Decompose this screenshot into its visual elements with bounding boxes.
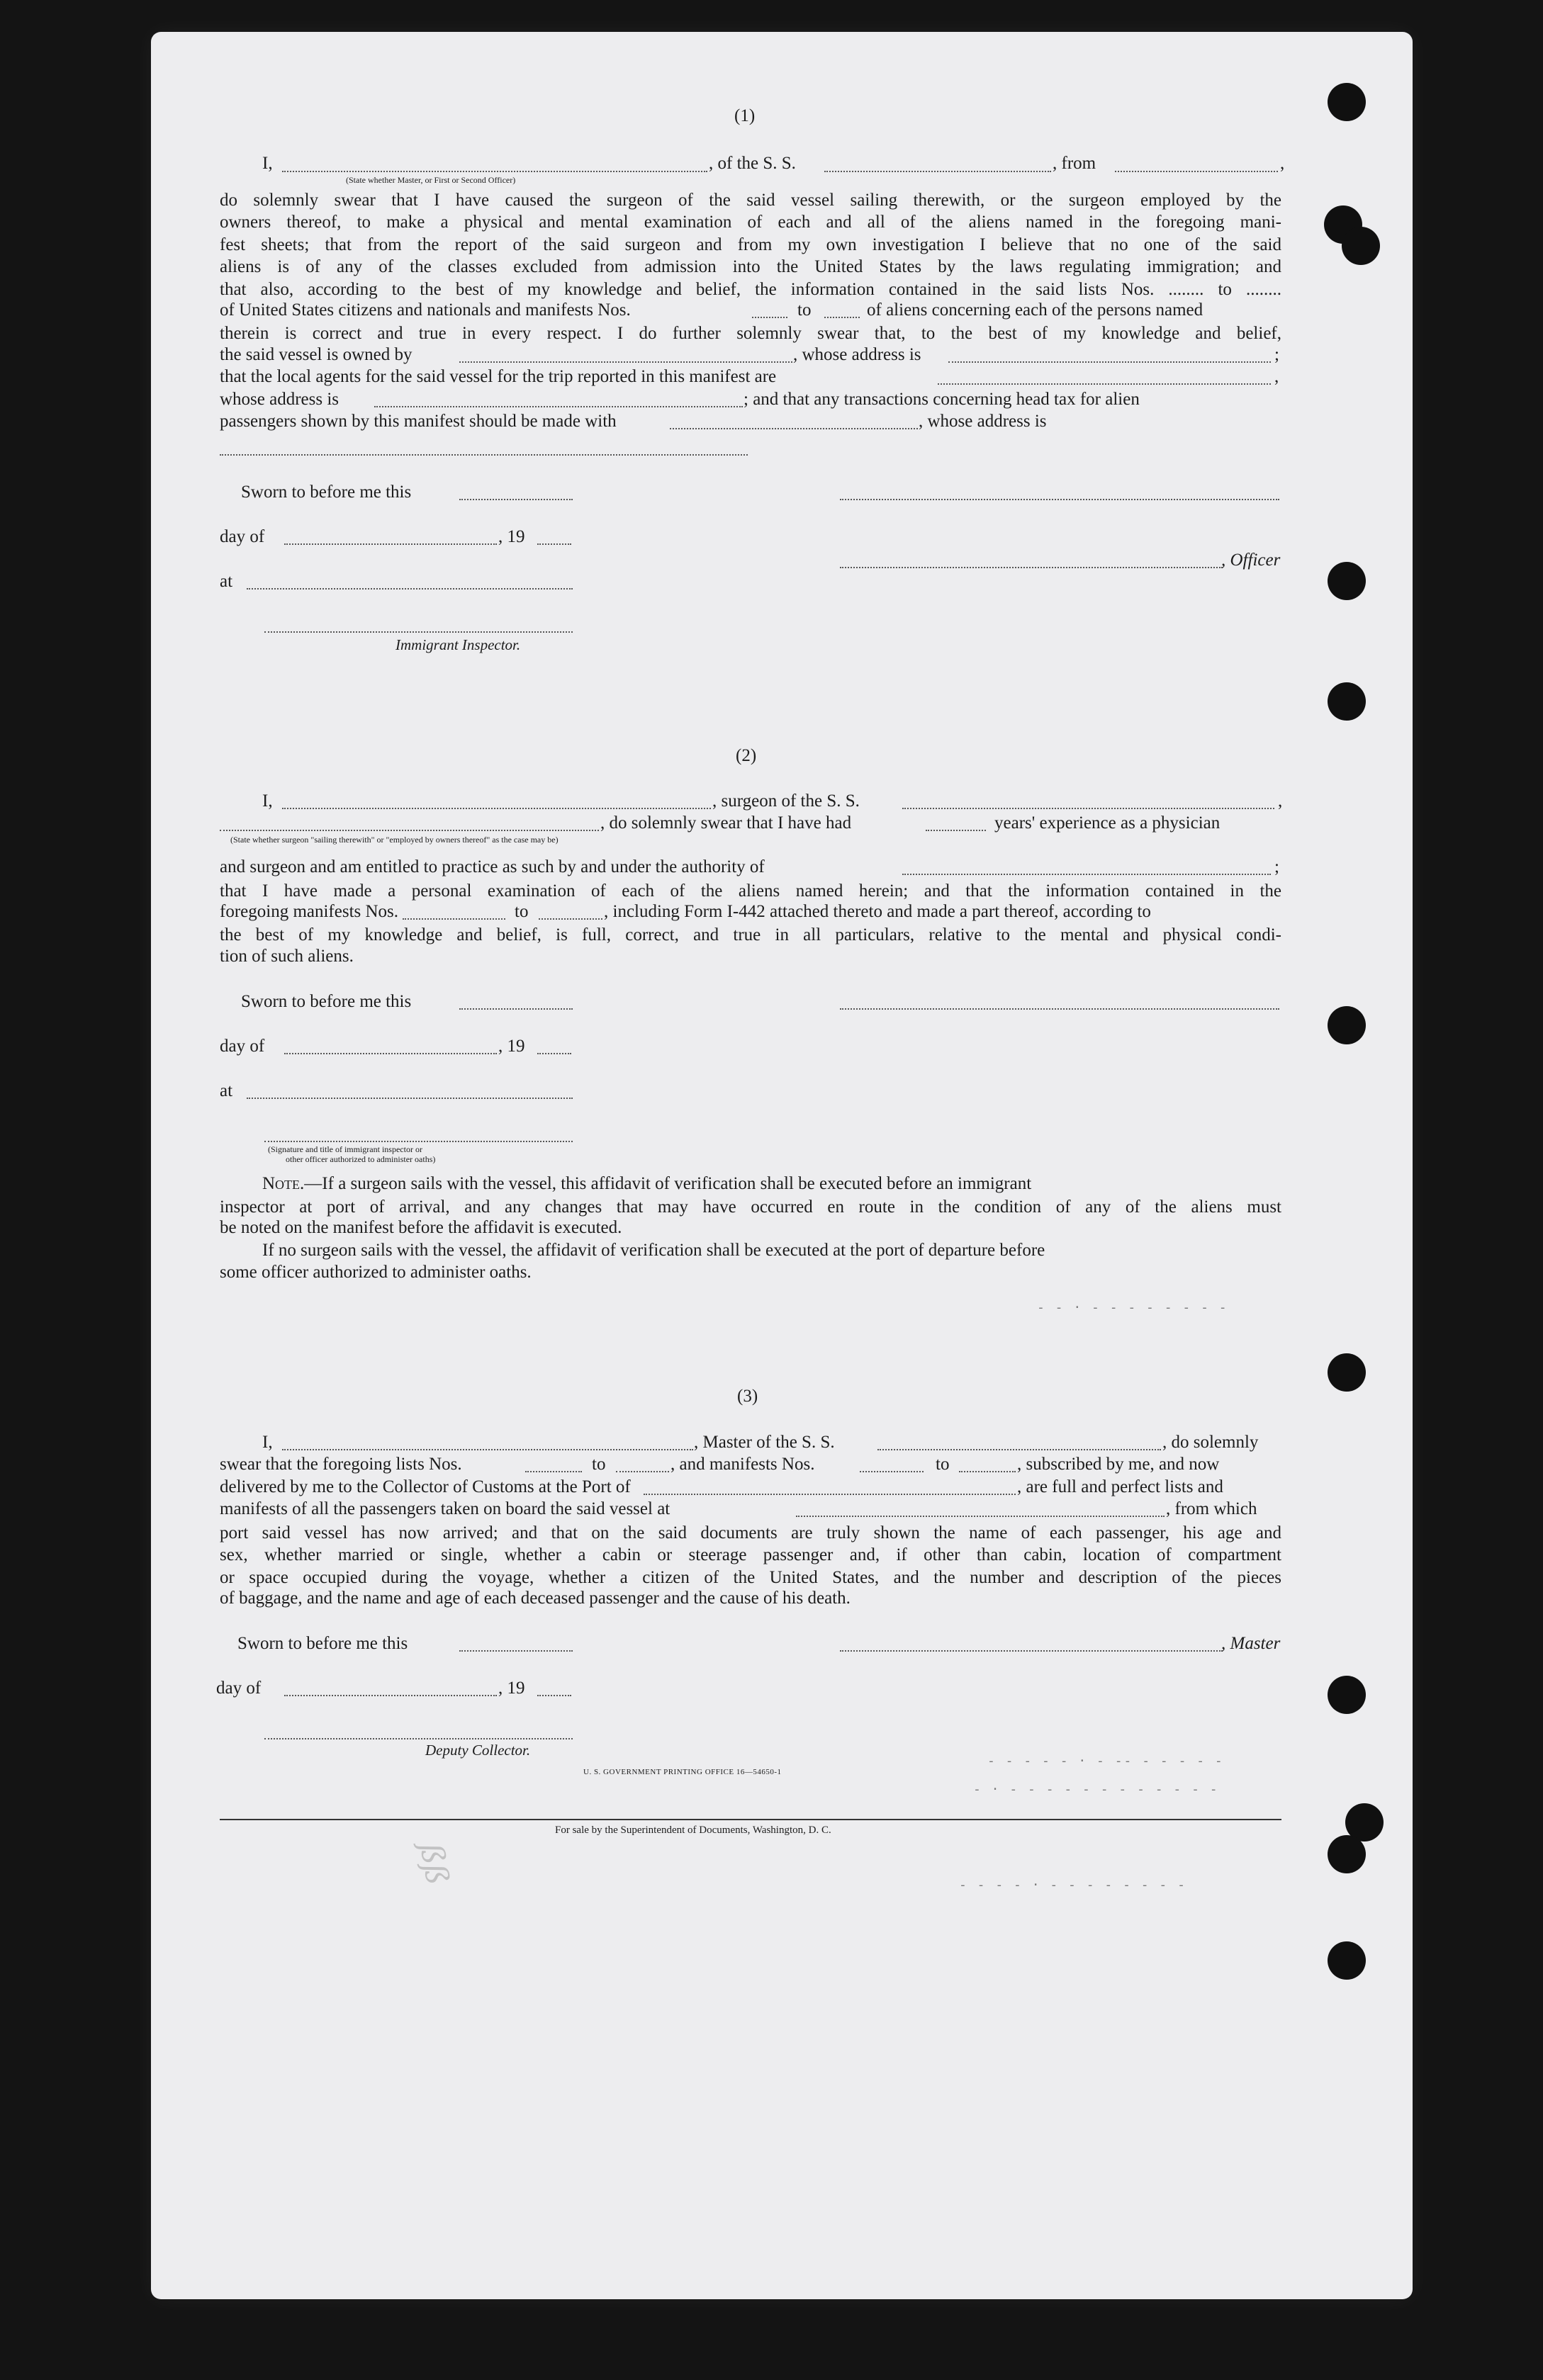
year-blank-1[interactable]	[537, 543, 571, 545]
section-3-line3a: delivered by me to the Collector of Customs at the Port of	[220, 1477, 631, 1496]
note-2-line-1: If no surgeon sails with the vessel, the affidavit of verification shall be executed at the port of departure before	[262, 1241, 1045, 1260]
section-2-line3b: ;	[1274, 857, 1279, 876]
section-1-number: (1)	[734, 106, 756, 125]
year-blank-2[interactable]	[537, 1053, 571, 1054]
surgeon-signature-line[interactable]	[840, 1008, 1279, 1010]
head-tax-contact-blank[interactable]	[670, 428, 918, 429]
place-blank-2[interactable]	[247, 1098, 573, 1099]
section-1-day-of: day of	[220, 527, 265, 546]
section-1-i: I,	[262, 154, 273, 173]
section-3-line2b: to	[592, 1455, 606, 1474]
section-3-i: I,	[262, 1433, 273, 1452]
punch-hole	[1328, 1941, 1366, 1980]
section-2-year: , 19	[498, 1037, 525, 1056]
punch-hole	[1342, 227, 1380, 265]
section-1-line6c: of aliens concerning each of the persons named	[867, 300, 1203, 320]
section-3-line4b: , from which	[1166, 1499, 1257, 1518]
section-1-at: at	[220, 572, 233, 591]
section-3-text-line: or space occupied during the voyage, whether a citizen of the United States, and the number and description of the pieces	[220, 1568, 1281, 1587]
lists-from-blank[interactable]	[525, 1471, 582, 1472]
section-1-caption: (State whether Master, or First or Second Officer)	[346, 175, 516, 185]
manifest-to-blank[interactable]	[824, 317, 860, 318]
punch-hole	[1328, 562, 1366, 600]
manifests-to-blank[interactable]	[959, 1471, 1016, 1472]
section-3-solemnly: , do solemnly	[1162, 1433, 1259, 1452]
year-blank-3[interactable]	[537, 1695, 571, 1696]
section-2-line3a: and surgeon and am entitled to practice as such by and under the authority of	[220, 857, 765, 876]
section-1-sworn: Sworn to before me this	[241, 483, 412, 502]
section-3-line4a: manifests of all the passengers taken on board the said vessel at	[220, 1499, 670, 1518]
bleed-through-mark: - · - - - - - - - - - - - -	[973, 1782, 1219, 1797]
section-2-sig-caption-1: (Signature and title of immigrant inspector or	[268, 1144, 422, 1154]
section-3-master-of: , Master of the S. S.	[694, 1433, 835, 1452]
years-experience-blank[interactable]	[926, 830, 986, 831]
section-3-number: (3)	[737, 1387, 758, 1406]
section-1-semicolon: ;	[1274, 345, 1279, 364]
inspector-signature-line-2[interactable]	[264, 1141, 573, 1142]
section-3-line2a: swear that the foregoing lists Nos.	[220, 1455, 462, 1474]
section-2-line4: that I have made a personal examination of each of the aliens named herein; and that the information contained in the	[220, 881, 1281, 901]
note-last-line: be noted on the manifest before the affidavit is executed.	[220, 1218, 622, 1237]
section-3-line-last: of baggage, and the name and age of each deceased passenger and the cause of his death.	[220, 1589, 851, 1608]
section-1-owned-by: the said vessel is owned by	[220, 345, 413, 364]
surgeon-manifest-to-blank[interactable]	[539, 918, 602, 920]
section-3-text-line: port said vessel has now arrived; and that on the said documents are truly shown the name of each passenger, his age and	[220, 1523, 1281, 1543]
manifests-from-blank[interactable]	[860, 1471, 924, 1472]
section-3-line2c: , and manifests Nos.	[670, 1455, 815, 1474]
bleed-through-mark: - - - - · - - - - - - - -	[959, 1878, 1186, 1893]
sale-notice: For sale by the Superintendent of Documents, Washington, D. C.	[555, 1825, 831, 1836]
section-2-day-of: day of	[220, 1037, 265, 1056]
note-label: Note.	[262, 1174, 305, 1193]
section-1-from: , from	[1053, 154, 1096, 173]
section-2-line7: tion of such aliens.	[220, 947, 354, 966]
section-2-caption: (State whether surgeon "sailing therewith" or "employed by owners thereof" as the case may be)	[230, 835, 559, 845]
officer-signature-line-2[interactable]	[840, 567, 1223, 568]
surgeon-status-blank[interactable]	[220, 830, 599, 831]
section-1-text-line: that also, according to the best of my knowledge and belief, the information contained in the said lists Nos. ........ to ........	[220, 280, 1281, 299]
section-1-year: , 19	[498, 527, 525, 546]
vessel-name-blank[interactable]	[824, 171, 1051, 172]
section-1-passengers: passengers shown by this manifest should be made with	[220, 412, 617, 431]
agents-blank[interactable]	[938, 383, 1271, 385]
punch-hole	[1328, 682, 1366, 721]
sworn-date-blank-1[interactable]	[459, 499, 573, 500]
section-2-line2a: , do solemnly swear that I have had	[600, 813, 852, 833]
manifest-from-blank[interactable]	[752, 317, 787, 318]
section-2-line5a: foregoing manifests Nos.	[220, 902, 399, 921]
section-1-text-line: aliens is of any of the classes excluded from admission into the United States by the laws regulating immigration; and	[220, 257, 1281, 276]
month-blank-1[interactable]	[284, 543, 497, 545]
section-2-line6: the best of my knowledge and belief, is full, correct, and true in all particulars, relative to the mental and physical condi-	[220, 925, 1281, 944]
departure-port-blank[interactable]	[796, 1516, 1165, 1517]
note-first-line	[262, 1174, 1031, 1194]
place-blank-1[interactable]	[247, 588, 573, 590]
form-page	[151, 32, 1413, 2299]
section-3-collector-label: Deputy Collector.	[425, 1742, 531, 1759]
master-signature-line[interactable]	[840, 1650, 1223, 1652]
surgeon-vessel-blank[interactable]	[902, 808, 1274, 809]
note-text: —If a surgeon sails with the vessel, this affidavit of verification shall be executed before an immigrant	[304, 1174, 1032, 1193]
month-blank-3[interactable]	[284, 1695, 497, 1696]
note-2-line-2: some officer authorized to administer oaths.	[220, 1263, 532, 1282]
surgeon-name-blank[interactable]	[282, 808, 711, 809]
punch-hole	[1328, 1835, 1366, 1873]
footer-rule	[220, 1819, 1281, 1820]
section-1-line7: therein is correct and true in every respect. I do further solemnly swear that, to the best of my knowledge and belief,	[220, 324, 1281, 343]
section-2-at: at	[220, 1081, 233, 1100]
punch-hole	[1328, 1006, 1366, 1044]
section-2-number: (2)	[736, 746, 757, 765]
authority-blank[interactable]	[902, 874, 1271, 875]
agents-address-blank[interactable]	[374, 406, 743, 407]
inspector-signature-line[interactable]	[264, 631, 573, 633]
section-2-sworn: Sworn to before me this	[241, 992, 412, 1011]
note-line-2: inspector at port of arrival, and any changes that may have occurred en route in the condition of any of the aliens must	[220, 1197, 1281, 1217]
section-3-day-of: day of	[216, 1679, 262, 1698]
officer-name-blank[interactable]	[282, 171, 707, 172]
section-1-owner-address: , whose address is	[793, 345, 921, 364]
section-2-sig-caption-2: other officer authorized to administer oaths)	[286, 1154, 436, 1164]
sworn-date-blank-3[interactable]	[459, 1650, 573, 1652]
section-1-officer: , Officer	[1221, 551, 1281, 570]
section-3-year: , 19	[498, 1679, 525, 1698]
section-3-line2d: to	[936, 1455, 950, 1474]
section-1-head-tax: ; and that any transactions concerning head tax for alien	[744, 390, 1140, 409]
section-3-master: , Master	[1221, 1634, 1281, 1653]
section-1-agents-comma: ,	[1274, 367, 1279, 386]
section-1-inspector-label: Immigrant Inspector.	[395, 636, 521, 653]
section-2-i: I,	[262, 791, 273, 811]
section-1-whose-address-2: , whose address is	[919, 412, 1047, 431]
punch-hole	[1328, 1353, 1366, 1392]
section-1-text-line: owners thereof, to make a physical and mental examination of each and all of the aliens named in the foregoing mani-	[220, 213, 1281, 232]
section-1-agents: that the local agents for the said vessel for the trip reported in this manifest are	[220, 367, 777, 386]
month-blank-2[interactable]	[284, 1053, 497, 1054]
handwritten-mark: ßß	[413, 1840, 456, 1888]
head-tax-address-blank[interactable]	[220, 454, 748, 456]
owner-blank[interactable]	[459, 361, 792, 363]
section-1-of-ss: , of the S. S.	[709, 154, 796, 173]
collector-signature-line[interactable]	[264, 1738, 573, 1739]
section-1-text-line: fest sheets; that from the report of the said surgeon and from my own investigation I believe that no one of the said	[220, 235, 1281, 254]
section-1-line6b: to	[797, 300, 812, 320]
port-blank[interactable]	[644, 1494, 1016, 1495]
owner-address-blank[interactable]	[948, 361, 1271, 363]
section-2-line5c: , including Form I-442 attached thereto and made a part thereof, according to	[604, 902, 1151, 921]
section-1-text-line: do solemnly swear that I have caused the surgeon of the said vessel sailing therewith, or the surgeon employed by the	[220, 191, 1281, 210]
from-port-blank[interactable]	[1115, 171, 1278, 172]
punch-hole	[1328, 1676, 1366, 1714]
punch-hole	[1328, 83, 1366, 121]
sworn-date-blank-2[interactable]	[459, 1008, 573, 1010]
master-name-blank[interactable]	[282, 1449, 693, 1450]
section-1-whose-address: whose address is	[220, 390, 340, 409]
section-3-text-line: sex, whether married or single, whether a cabin or steerage passenger and, if other than cabin, location of compartment	[220, 1545, 1281, 1564]
section-3-line2e: , subscribed by me, and now	[1017, 1455, 1220, 1474]
section-2-comma: ,	[1278, 791, 1283, 811]
section-2-line2b: years' experience as a physician	[994, 813, 1221, 833]
section-2-line5b: to	[515, 902, 529, 921]
bleed-through-mark: - - - - - · - -- - - - - -	[987, 1754, 1224, 1769]
section-3-sworn: Sworn to before me this	[237, 1634, 408, 1653]
section-1-line6a: of United States citizens and nationals and manifests Nos.	[220, 300, 631, 320]
master-vessel-blank[interactable]	[877, 1449, 1161, 1450]
surgeon-manifest-from-blank[interactable]	[403, 918, 505, 920]
section-3-line3b: , are full and perfect lists and	[1017, 1477, 1223, 1496]
section-1-comma: ,	[1280, 154, 1285, 173]
officer-signature-line-1[interactable]	[840, 499, 1279, 500]
bleed-through-mark: - - · - - - - - - - -	[1037, 1300, 1228, 1315]
lists-to-blank[interactable]	[616, 1471, 669, 1472]
printing-office-line: U. S. GOVERNMENT PRINTING OFFICE 16—54650-1	[583, 1768, 782, 1776]
section-2-surgeon-of: , surgeon of the S. S.	[712, 791, 860, 811]
